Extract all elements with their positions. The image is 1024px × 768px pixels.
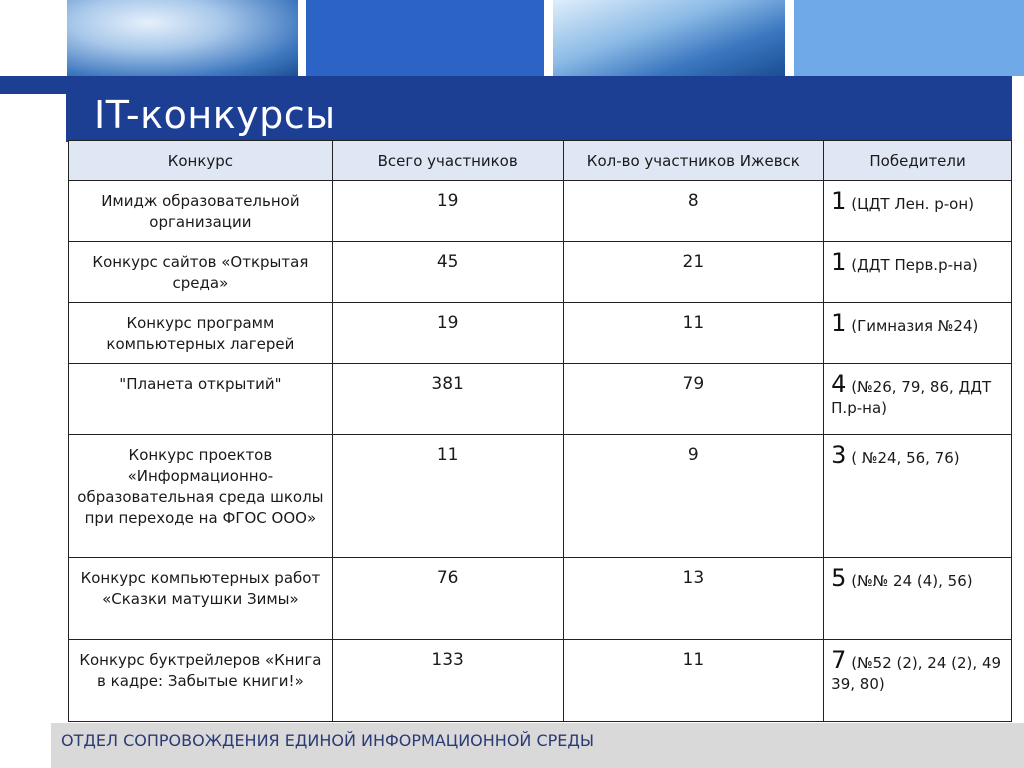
total-participants: 19 xyxy=(332,181,563,242)
winners-cell xyxy=(824,364,1012,435)
header-total-participants: Всего участников xyxy=(332,141,563,181)
winners-count: 1 xyxy=(831,187,847,215)
footer-bar xyxy=(51,723,1024,768)
table-row xyxy=(69,181,1012,242)
header-photo-left xyxy=(67,0,298,76)
header-izhevsk-participants: Кол-во участников Ижевск xyxy=(563,141,824,181)
izhevsk-participants: 9 xyxy=(563,435,824,558)
winners-count: 5 xyxy=(831,564,847,592)
contest-name: Конкурс буктрейлеров «Книга в кадре: Забытые книги!» xyxy=(69,640,333,722)
total-participants: 11 xyxy=(332,435,563,558)
winners-cell xyxy=(824,181,1012,242)
winners-detail: (ЦДТ Лен. р-он) xyxy=(851,195,974,213)
total-participants: 133 xyxy=(332,640,563,722)
contest-name: Конкурс компьютерных работ «Сказки матушки Зимы» xyxy=(69,558,333,640)
winners-detail: (№26, 79, 86, ДДТ П.р-на) xyxy=(831,378,992,417)
winners-cell xyxy=(824,640,1012,722)
table-row xyxy=(69,640,1012,722)
contest-name: Конкурс программ компьютерных лагерей xyxy=(69,303,333,364)
winners-cell xyxy=(824,435,1012,558)
izhevsk-participants: 21 xyxy=(563,242,824,303)
winners-detail: (ДДТ Перв.р-на) xyxy=(851,256,978,274)
izhevsk-participants: 8 xyxy=(563,181,824,242)
contest-name: Конкурс проектов «Информационно-образовательная среда школы при переходе на ФГОС ООО» xyxy=(69,435,333,558)
winners-count: 7 xyxy=(831,646,847,674)
izhevsk-participants: 79 xyxy=(563,364,824,435)
table-row xyxy=(69,364,1012,435)
winners-count: 3 xyxy=(831,441,847,469)
table-row xyxy=(69,435,1012,558)
table-row xyxy=(69,303,1012,364)
slide-title: IT-конкурсы xyxy=(94,93,336,137)
title-band-edge xyxy=(0,76,66,94)
winners-detail: (№52 (2), 24 (2), 49 39, 80) xyxy=(831,654,1002,693)
winners-cell xyxy=(824,242,1012,303)
izhevsk-participants: 11 xyxy=(563,303,824,364)
total-participants: 76 xyxy=(332,558,563,640)
winners-count: 4 xyxy=(831,370,847,398)
winners-detail: ( №24, 56, 76) xyxy=(851,449,960,467)
contest-name: Имидж образовательной организации xyxy=(69,181,333,242)
contest-name: "Планета открытий" xyxy=(69,364,333,435)
table-header-row xyxy=(69,141,1012,181)
header-photo-right xyxy=(553,0,785,76)
footer-department-name: ОТДЕЛ СОПРОВОЖДЕНИЯ ЕДИНОЙ ИНФОРМАЦИОННОЙ СРЕДЫ xyxy=(61,731,595,750)
total-participants: 19 xyxy=(332,303,563,364)
table-row xyxy=(69,558,1012,640)
total-participants: 381 xyxy=(332,364,563,435)
contest-name: Конкурс сайтов «Открытая среда» xyxy=(69,242,333,303)
winners-detail: (Гимназия №24) xyxy=(851,317,979,335)
header-color-block-left xyxy=(306,0,544,76)
winners-count: 1 xyxy=(831,309,847,337)
winners-cell xyxy=(824,558,1012,640)
izhevsk-participants: 13 xyxy=(563,558,824,640)
winners-count: 1 xyxy=(831,248,847,276)
header-color-block-right xyxy=(794,0,1024,76)
contests-table xyxy=(68,140,1012,722)
winners-detail: (№№ 24 (4), 56) xyxy=(851,572,973,590)
header-contest: Конкурс xyxy=(69,141,333,181)
header-winners: Победители xyxy=(824,141,1012,181)
total-participants: 45 xyxy=(332,242,563,303)
winners-cell xyxy=(824,303,1012,364)
table-row xyxy=(69,242,1012,303)
izhevsk-participants: 11 xyxy=(563,640,824,722)
